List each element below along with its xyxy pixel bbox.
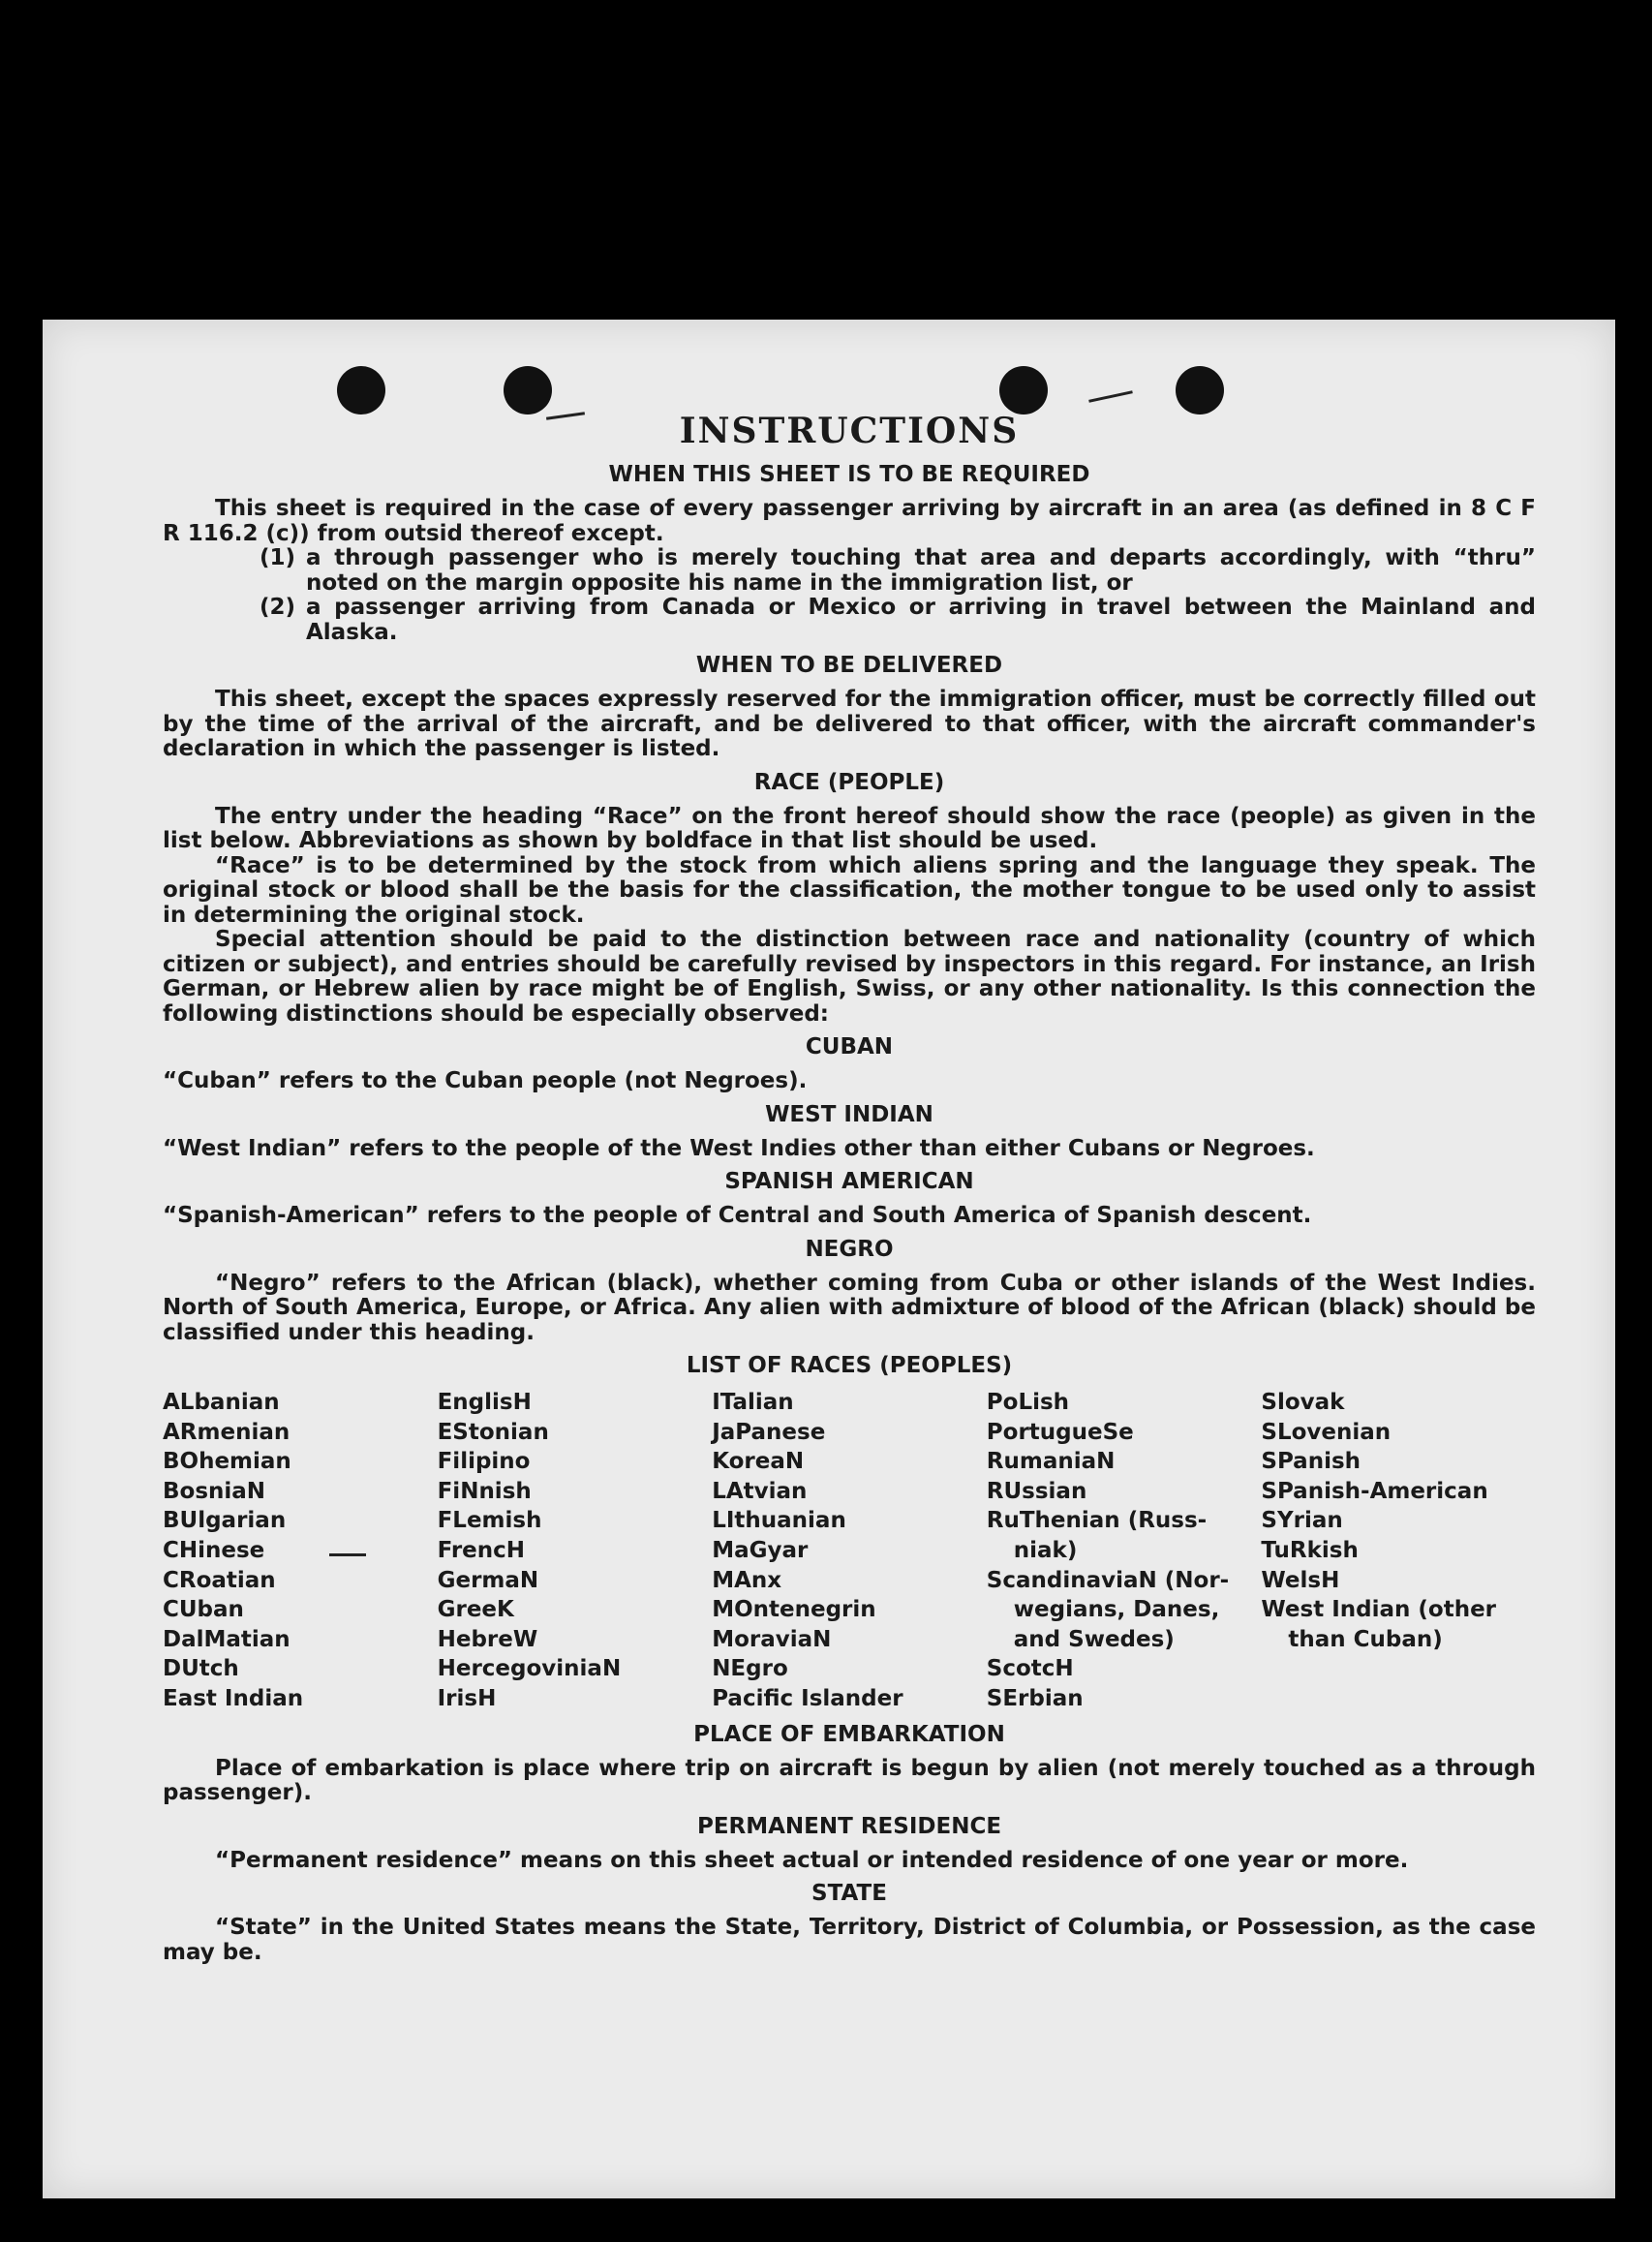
race-entry: ScotcH xyxy=(986,1656,1074,1682)
race-entry: MAnx xyxy=(712,1567,782,1593)
punch-hole xyxy=(999,366,1048,415)
race-entry: GreeK xyxy=(437,1597,514,1623)
race-entry: RUssian xyxy=(986,1478,1087,1504)
race-entry: FiNnish xyxy=(437,1478,532,1504)
race-entry: BUlgarian xyxy=(163,1508,287,1534)
instructions-content xyxy=(163,412,1536,1965)
item-text: a passenger arriving from Canada or Mexico or arriving in travel between the Mainland and Alaska. xyxy=(306,595,1536,645)
race-entry: CRoatian xyxy=(163,1567,276,1593)
paragraph: “Spanish-American” refers to the people of Central and South America of Spanish descent. xyxy=(163,1203,1312,1228)
race-entry: BosniaN xyxy=(163,1478,266,1504)
paragraph: This sheet, except the spaces expressly reserved for the immigration officer, must be correctly filled out by the time of the arrival of the aircraft, and be delivered to that officer, with the aircraft commander's declaration in which the passenger is listed. xyxy=(163,687,1536,761)
paragraph: This sheet is required in the case of every passenger arriving by aircraft in an area (as defined in 8 C F R 116.2 (c)) from outsid thereof except. xyxy=(163,496,1536,546)
section-heading-list-of-races: LIST OF RACES (PEOPLES) xyxy=(686,1353,1013,1378)
race-entry: SPanish-American xyxy=(1261,1478,1488,1504)
item-number: (1) xyxy=(260,545,296,570)
section-heading-when-delivered: WHEN TO BE DELIVERED xyxy=(695,653,1003,678)
paragraph: “Negro” refers to the African (black), whether coming from Cuba or other islands of the West Indies. North of South America, Europe, or Africa. Any alien with admixture of blood of the African (black) should be classified under this heading. xyxy=(163,1270,1536,1345)
race-entry: NEgro xyxy=(712,1656,788,1682)
section-heading-race: RACE (PEOPLE) xyxy=(753,769,945,795)
race-entry: SLovenian xyxy=(1261,1419,1392,1445)
section-heading-when-required: WHEN THIS SHEET IS TO BE REQUIRED xyxy=(608,462,1090,487)
section-heading-state: STATE xyxy=(811,1881,887,1907)
race-entry: IrisH xyxy=(437,1685,497,1711)
race-entry: West Indian (other xyxy=(1261,1597,1497,1623)
list-item xyxy=(163,596,1536,645)
race-entry: ALbanian xyxy=(163,1390,280,1415)
item-text: a through passenger who is merely touching that area and departs accordingly, with “thru” noted on the margin opposite his name in the immigration list, or xyxy=(306,545,1536,596)
race-entry: SErbian xyxy=(986,1685,1084,1711)
race-entry: TuRkish xyxy=(1261,1537,1359,1563)
race-entry-continuation: than Cuban) xyxy=(1288,1626,1443,1652)
race-entry: MOntenegrin xyxy=(712,1597,876,1623)
race-entry: BOhemian xyxy=(163,1449,291,1475)
race-entry: PortugueSe xyxy=(986,1419,1134,1445)
races-column xyxy=(438,1388,713,1714)
section-heading-west-indian: WEST INDIAN xyxy=(765,1101,933,1127)
race-entry-continuation: niak) xyxy=(1013,1537,1078,1563)
race-entry: HebreW xyxy=(437,1626,538,1652)
race-entry: DalMatian xyxy=(163,1626,291,1652)
race-entry: SYrian xyxy=(1261,1508,1343,1534)
paragraph: “Permanent residence” means on this sheet actual or intended residence of one year or more. xyxy=(215,1847,1409,1873)
list-item xyxy=(163,546,1536,596)
races-list xyxy=(163,1388,1536,1714)
races-column xyxy=(987,1388,1262,1714)
race-entry: EStonian xyxy=(437,1419,549,1445)
race-entry: Slovak xyxy=(1261,1390,1345,1415)
race-entry: SPanish xyxy=(1261,1449,1361,1475)
races-column xyxy=(163,1388,438,1714)
section-heading-spanish-american: SPANISH AMERICAN xyxy=(724,1169,974,1194)
race-entry: RuThenian (Russ- xyxy=(986,1508,1208,1534)
paragraph: “West Indian” refers to the people of the West Indies other than either Cubans or Negroes. xyxy=(163,1135,1315,1161)
race-entry-continuation: and Swedes) xyxy=(1013,1626,1175,1652)
page-title: INSTRUCTIONS xyxy=(679,411,1020,451)
race-entry: East Indian xyxy=(163,1685,304,1711)
race-entry: DUtch xyxy=(163,1656,239,1682)
paragraph: Place of embarkation is place where trip on aircraft is begun by alien (not merely touched as a through passenger). xyxy=(163,1755,1536,1806)
race-entry: FrencH xyxy=(437,1537,526,1563)
paragraph: The entry under the heading “Race” on the front hereof should show the race (people) as given in the list below. Abbreviations as shown by boldface in that list should be used. xyxy=(163,803,1536,853)
race-entry: CHinese xyxy=(163,1537,265,1563)
paragraph: Special attention should be paid to the distinction between race and nationality (country of which citizen or subject), and entries should be carefully revised by inspectors in this regard. For instance, an Irish German, or Hebrew alien by race might be of English, Swiss, or any other nationality. Is this connection the following distinctions should be especially observed: xyxy=(163,927,1536,1027)
race-entry: ITalian xyxy=(712,1390,794,1415)
paragraph: “Race” is to be determined by the stock from which aliens spring and the language they speak. The original stock or blood shall be the basis for the classification, the mother tongue to be used only to assist in determining the original stock. xyxy=(163,852,1536,928)
section-heading-negro: NEGRO xyxy=(805,1236,894,1262)
race-entry: ARmenian xyxy=(163,1419,291,1445)
paragraph: “State” in the United States means the State, Territory, District of Columbia, or Possession, as the case may be. xyxy=(163,1915,1536,1965)
race-entry: KoreaN xyxy=(712,1449,805,1475)
race-entry: MaGyar xyxy=(712,1537,809,1563)
race-entry: Filipino xyxy=(437,1449,531,1475)
race-entry: CUban xyxy=(163,1597,244,1623)
race-entry-continuation: wegians, Danes, xyxy=(1013,1597,1220,1623)
section-heading-cuban: CUBAN xyxy=(805,1034,894,1060)
race-entry: EnglisH xyxy=(437,1390,532,1415)
punch-hole xyxy=(1176,366,1224,415)
race-entry: Pacific Islander xyxy=(712,1685,903,1711)
race-entry: MoraviaN xyxy=(712,1626,832,1652)
race-entry: LIthuanian xyxy=(712,1508,846,1534)
punch-hole xyxy=(337,366,385,415)
race-entry: LAtvian xyxy=(712,1478,808,1504)
race-entry: HercegoviniaN xyxy=(437,1656,622,1682)
race-entry: RumaniaN xyxy=(986,1449,1116,1475)
race-entry: GermaN xyxy=(437,1567,539,1593)
race-entry: PoLish xyxy=(986,1390,1070,1415)
race-entry: FLemish xyxy=(437,1508,542,1534)
punch-hole xyxy=(504,366,552,415)
race-entry: WelsH xyxy=(1261,1567,1340,1593)
race-entry: ScandinaviaN (Nor- xyxy=(986,1567,1230,1593)
pen-mark xyxy=(1088,390,1133,402)
paragraph: “Cuban” refers to the Cuban people (not Negroes). xyxy=(163,1068,808,1093)
race-entry: JaPanese xyxy=(712,1419,826,1445)
races-column xyxy=(1261,1388,1536,1714)
races-column xyxy=(712,1388,987,1714)
section-heading-embarkation: PLACE OF EMBARKATION xyxy=(693,1721,1005,1747)
document-page xyxy=(43,320,1615,2198)
section-heading-residence: PERMANENT RESIDENCE xyxy=(696,1813,1002,1839)
item-number: (2) xyxy=(260,595,296,620)
